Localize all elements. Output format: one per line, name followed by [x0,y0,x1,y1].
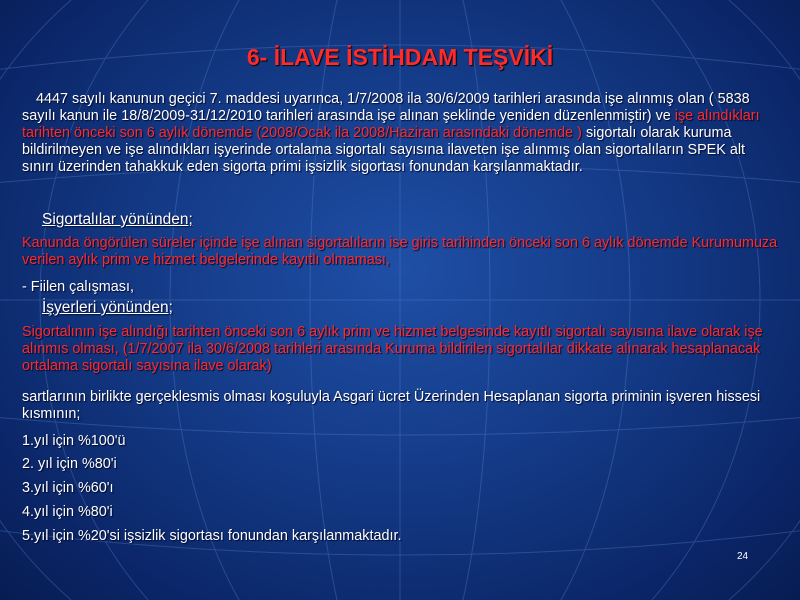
year-item-2: 2. yıl için %80'i [22,456,117,472]
fiilen-calismasi: - Fiilen çalışması, [22,279,134,295]
sartlarinin-paragraph: sartlarının birlikte gerçeklesmis olması koşuluyla Asgari ücret Üzerinden Hesaplanan sigorta priminin işveren hissesi kısmının; [22,389,761,422]
sigortalilar-heading: Sigortalılar yönünden; [42,211,193,228]
year-item-3: 3.yıl için %60'ı [22,480,114,496]
year-item-5: 5.yıl için %20'si işsizlik sigortası fonundan karşılanmaktadır. [22,528,402,544]
intro-red-text: işe alındıkları tarihten önceki son 6 aylık dönemde (2008/Ocak ila 2008/Haziran arasındaki dönemde ) [22,108,760,141]
intro-text-1: 4447 sayılı kanunun geçici 7. maddesi uyarınca, 1/7/2008 ila 30/6/2009 tarihleri arasında işe alınmış olan ( 5838 sayılı kanun ile 18/8/2009-31/12/2010 tarihleri arasında işe alınan şeklinde yeniden düzenlenmiştir) ve [22,91,750,124]
year-item-4: 4.yıl için %80'i [22,504,113,520]
isyerleri-condition: Sigortalının işe alındığı tarihten önceki son 6 aylık prim ve hizmet belgesinde kayıtlı sigortalı sayısına ilave olarak işe alınmıs olması, (1/7/2007 ila 30/6/2008 tarihleri arasında Kuruma bildirilen sigortalılar dikkate alınarak hesaplanacak ortalama sigortalı sayısına ilave olarak) [22,324,763,374]
intro-paragraph [22,91,777,176]
sigortalilar-condition: Kanunda öngörülen süreler içinde işe alınan sigortalıların ise giris tarihinden önceki son 6 aylık dönemde Kurumumuza verilen aylık prim ve hizmet belgelerinde kayıtlı olmaması, [22,235,778,268]
page-number: 24 [737,551,749,562]
year-item-1: 1.yıl için %100'ü [22,433,126,449]
slide-title: 6- İLAVE İSTİHDAM TEŞVİKİ [246,44,554,70]
isyerleri-heading: İşyerleri yönünden; [42,299,173,316]
intro-text-2: sigortalı olarak kuruma bildirilmeyen ve işe alındıkları işyerinde ortalama sigortalı sayısına ilaveten işe alınmış olan sigortalıların SPEK alt sınırı üzerinden tahakkuk eden sigorta primi işsizlik sigortası fonundan karşılanmaktadır. [22,125,746,175]
